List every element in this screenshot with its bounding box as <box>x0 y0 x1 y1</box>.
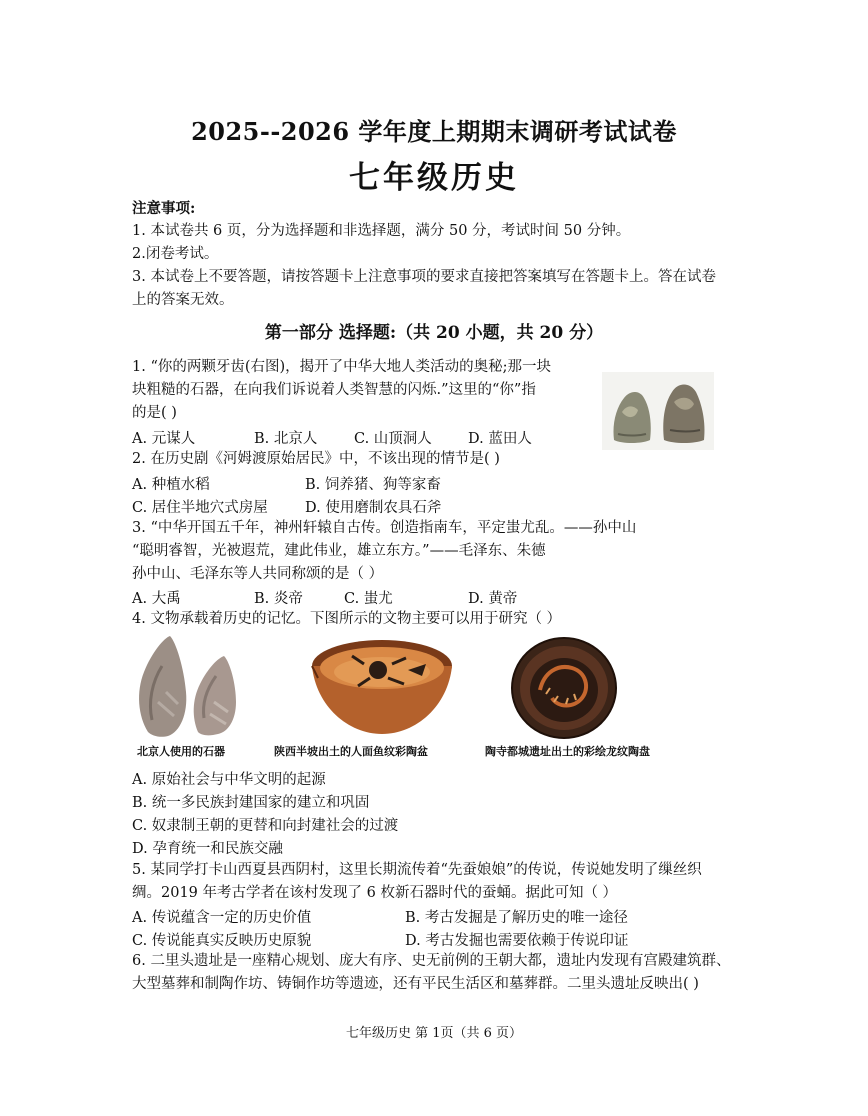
q5-option-c: C. 传说能真实反映历史原貌 <box>132 933 312 949</box>
page-footer: 七年级历史 第 1页（共 6 页） <box>345 1026 523 1041</box>
question-6-line: 大型墓葬和制陶作坊、铸铜作坊等遗迹，还有平民生活区和墓葬群。二里头遗址反映出( ) <box>132 976 699 992</box>
section-title: 第一部分 选择题:（共 20 小题，共 20 分） <box>264 323 604 343</box>
q5-option-b: B. 考古发掘是了解历史的唯一途径 <box>405 910 628 926</box>
q1-option-a: A. 元谋人 <box>132 431 196 447</box>
notes-item: 2.闭卷考试。 <box>132 246 219 262</box>
q3-option-d: D. 黄帝 <box>468 591 518 607</box>
q2-option-c: C. 居住半地穴式房屋 <box>132 500 268 516</box>
notes-item: 上的答案无效。 <box>132 292 234 308</box>
notes-item: 1. 本试卷共 6 页，分为选择题和非选择题，满分 50 分，考试时间 50 分钟。 <box>132 223 631 239</box>
q4-option-a: A. 原始社会与中华文明的起源 <box>132 772 326 788</box>
q3-option-a: A. 大禹 <box>132 591 181 607</box>
exam-title: 2025--2026 学年度上期期末调研考试试卷 <box>191 117 677 146</box>
exam-subject: 七年级历史 <box>349 160 519 196</box>
q4-option-d: D. 孕育统一和民族交融 <box>132 841 283 857</box>
q3-option-c: C. 蚩尤 <box>344 591 393 607</box>
q1-option-c: C. 山顶洞人 <box>354 431 432 447</box>
q5-option-a: A. 传说蕴含一定的历史价值 <box>132 910 312 926</box>
caption-stone-tools: 北京人使用的石器 <box>137 745 225 758</box>
q2-option-d: D. 使用磨制农具石斧 <box>305 500 442 516</box>
q1-option-d: D. 蓝田人 <box>468 431 532 447</box>
question-5-line: 绸。2019 年考古学者在该村发现了 6 枚新石器时代的蚕蛹。据此可知（ ） <box>132 885 618 901</box>
painted-pottery-basin-image <box>308 636 456 738</box>
notes-heading: 注意事项: <box>132 200 196 217</box>
question-6-line: 6. 二里头遗址是一座精心规划、庞大有序、史无前例的王朝大都，遗址内发现有宫殿建筑群、 <box>132 953 731 969</box>
question-1-line: 的是( ) <box>132 405 177 421</box>
q1-option-b: B. 北京人 <box>254 431 318 447</box>
caption-dragon-plate: 陶寺都城遗址出土的彩绘龙纹陶盘 <box>485 745 650 758</box>
teeth-image <box>602 372 714 450</box>
notes-item: 3. 本试卷上不要答题，请按答题卡上注意事项的要求直接把答案填写在答题卡上。答在试卷 <box>132 269 716 285</box>
q4-option-b: B. 统一多民族封建国家的建立和巩固 <box>132 795 370 811</box>
q3-option-b: B. 炎帝 <box>254 591 303 607</box>
q5-option-d: D. 考古发掘也需要依赖于传说印证 <box>405 933 629 949</box>
q4-option-c: C. 奴隶制王朝的更替和向封建社会的过渡 <box>132 818 399 834</box>
question-3-line: 3. “中华开国五千年，神州轩辕自古传。创造指南车，平定蚩尤乱。——孙中山 <box>132 520 637 536</box>
stone-tools-image <box>130 632 245 740</box>
caption-pottery-basin: 陕西半坡出土的人面鱼纹彩陶盆 <box>274 745 428 758</box>
q2-option-a: A. 种植水稻 <box>132 477 210 493</box>
question-1-line: 块粗糙的石器，在向我们诉说着人类智慧的闪烁.”这里的“你”指 <box>132 382 536 398</box>
question-3-line: “聪明睿智，光被遐荒，建此伟业，雄立东方。”——毛泽东、朱德 <box>132 543 546 559</box>
question-2-line: 2. 在历史剧《河姆渡原始居民》中，不该出现的情节是( ) <box>132 451 500 467</box>
question-4-line: 4. 文物承载着历史的记忆。下图所示的文物主要可以用于研究（ ） <box>132 611 562 627</box>
question-3-line: 孙中山、毛泽东等人共同称颂的是（ ） <box>132 566 384 582</box>
q2-option-b: B. 饲养猪、狗等家畜 <box>305 477 441 493</box>
question-1-line: 1. “你的两颗牙齿(右图)，揭开了中华大地人类活动的奥秘;那一块 <box>132 359 552 375</box>
question-5-line: 5. 某同学打卡山西夏县西阴村，这里长期流传着“先蚕娘娘”的传说，传说她发明了缫丝织 <box>132 862 702 878</box>
dragon-pattern-plate-image <box>510 636 618 740</box>
